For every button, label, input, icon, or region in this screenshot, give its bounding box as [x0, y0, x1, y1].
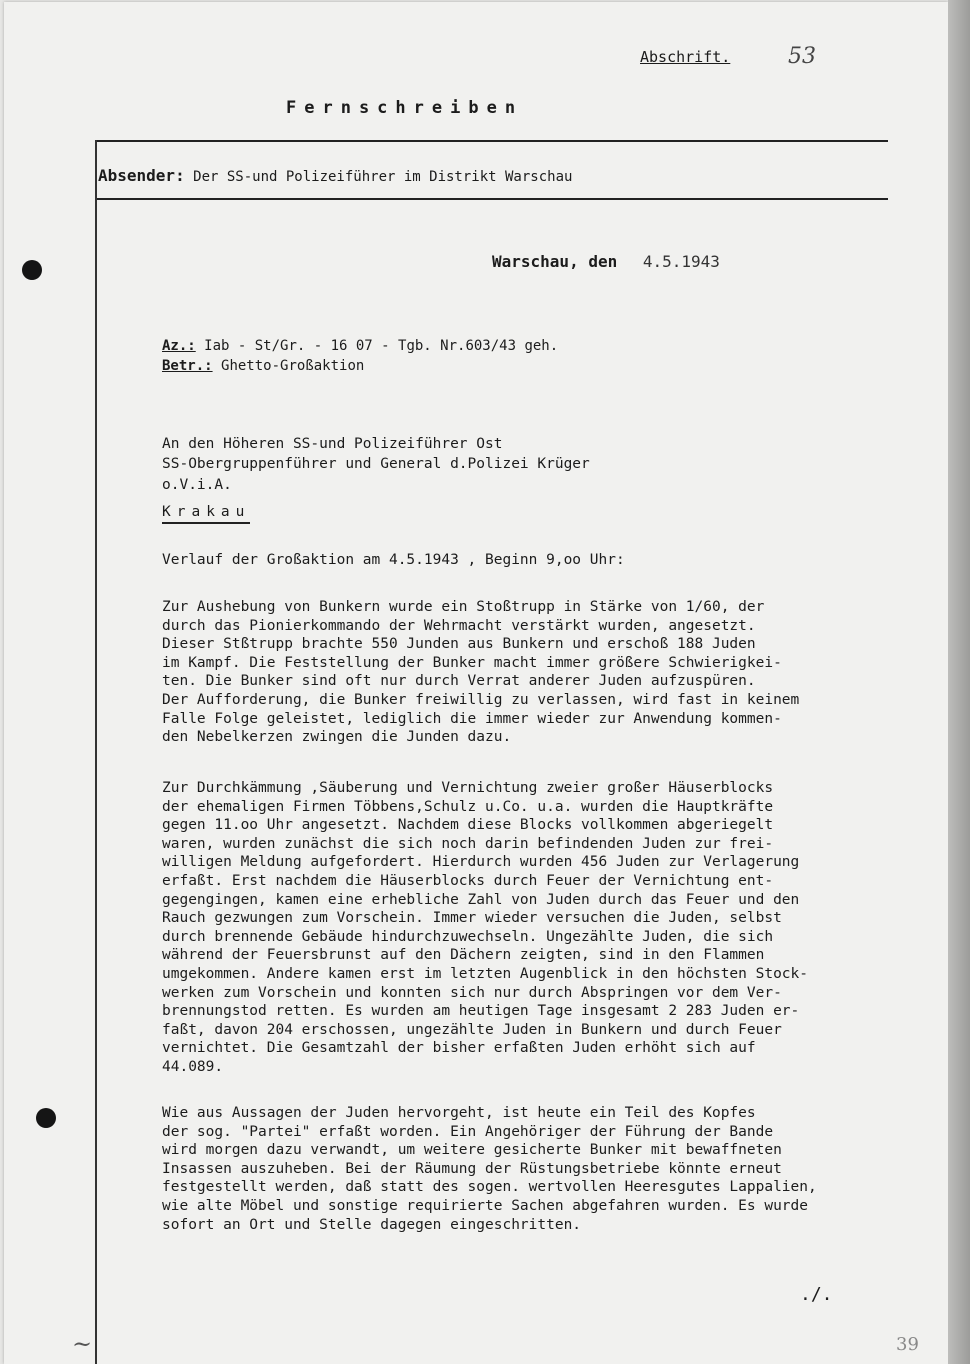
margin-pencil-mark: ~	[72, 1330, 93, 1358]
text-line: der ehemaligen Firmen Többens,Schulz u.Co. u.a. wurden die Hauptkräfte	[162, 798, 774, 815]
text-line: wie alte Möbel und sonstige requirierte Sachen abgefahren wurden. Es wurde	[162, 1197, 809, 1214]
reference-az	[162, 338, 558, 354]
text-line: Zur Aushebung von Bunkern wurde ein Stoßtrupp in Stärke von 1/60, der	[162, 599, 765, 615]
text-line: gegen 11.oo Uhr angesetzt. Nachdem diese Blocks vollkommen abgeriegelt	[162, 817, 774, 834]
reference-betr	[162, 358, 364, 374]
continuation-mark: ./.	[800, 1284, 833, 1305]
text-line: umgekommen. Andere kamen erst im letzten Augenblick in den höchsten Stock-	[162, 965, 809, 982]
text-line: Zur Durchkämmung ,Säuberung und Vernichtung zweier großer Häuserblocks	[162, 780, 774, 796]
text-line: Dieser Stßtrupp brachte 550 Junden aus Bunkern und erschoß 188 Juden	[162, 636, 756, 653]
handwritten-page-number: 53	[788, 44, 816, 69]
az-label: Az.:	[162, 338, 196, 354]
text-line: Insassen auszuheben. Bei der Räumung der Rüstungsbetriebe könnte erneut	[162, 1160, 782, 1177]
page-edge	[948, 0, 970, 1364]
az-value: Iab - St/Gr. - 16 07 - Tgb. Nr.603/43 geh.	[204, 338, 559, 354]
text-line: werken zum Vorschein und konnten sich nur durch Abspringen vor dem Ver-	[162, 984, 782, 1001]
text-line: Falle Folge geleistet, lediglich die immer wieder zur Anwendung kommen-	[162, 710, 782, 727]
sender-label: Absender:	[98, 166, 185, 185]
text-line: durch das Pionierkommando der Wehrmacht verstärkt wurden, angesetzt.	[162, 617, 756, 634]
sender-rule	[96, 198, 888, 200]
body-paragraph	[162, 1104, 902, 1234]
text-line: Rauch gezwungen zum Vorschein. Immer wieder versuchen die Juden, selbst	[162, 910, 782, 927]
body-paragraph	[162, 779, 902, 1077]
recipient-line: An den Höheren SS-und Polizeiführer Ost	[162, 436, 503, 452]
copy-mark: Abschrift.	[640, 48, 731, 66]
text-line: waren, wurden zunächst die sich noch darin befindenden Juden zur frei-	[162, 835, 774, 852]
sender-value: Der SS-und Polizeiführer im Distrikt Warschau	[193, 169, 573, 185]
text-line: wird morgen dazu verwandt, um weitere gesicherte Bunker mit bewaffneten	[162, 1142, 782, 1159]
text-line: der sog. "Partei" erfaßt worden. Ein Angehöriger der Führung der Bande	[162, 1123, 774, 1140]
recipient-line: o.V.i.A.	[162, 477, 232, 493]
recipient-line: SS-Obergruppenführer und General d.Polizei Krüger	[162, 456, 590, 472]
text-line: Wie aus Aussagen der Juden hervorgeht, ist heute ein Teil des Kopfes	[162, 1105, 756, 1121]
text-line: 44.089.	[162, 1058, 224, 1075]
body-paragraph	[162, 598, 902, 747]
text-line: Der Aufforderung, die Bunker freiwillig zu verlassen, wird fast in keinem	[162, 691, 800, 708]
dateline	[492, 252, 720, 271]
text-line: im Kampf. Die Feststellung der Bunker macht immer größere Schwierigkei-	[162, 654, 782, 671]
text-line: ten. Die Bunker sind oft nur durch Verrat anderer Juden aufzuspüren.	[162, 673, 756, 690]
text-line: den Nebelkerzen zwingen die Junden dazu.	[162, 729, 512, 746]
footer-page-number: 39	[896, 1334, 919, 1355]
date-value: 4.5.1943	[642, 252, 720, 271]
recipient-city: Krakau	[162, 504, 250, 524]
text-line: brennungstod retten. Es wurden am heutigen Tage insgesamt 2 283 Juden er-	[162, 1003, 800, 1020]
text-line: durch brennende Gebäude hindurchzuwechseln. Ungezählte Juden, die sich	[162, 928, 774, 945]
punch-hole	[22, 260, 42, 280]
betr-value: Ghetto-Großaktion	[221, 358, 365, 374]
margin-rule	[95, 140, 97, 1364]
text-line: faßt, davon 204 erschossen, ungezählte Juden in Bunkern und durch Feuer	[162, 1021, 782, 1038]
text-line: während der Feuersbrunst auf den Dächern zeigten, sind in den Flammen	[162, 947, 765, 964]
text-line: erfaßt. Erst nachdem die Häuserblocks durch Feuer der Vernichtung ent-	[162, 872, 774, 889]
date-place: Warschau, den	[492, 252, 618, 271]
header-rule	[96, 140, 888, 142]
text-line: willigen Meldung aufgefordert. Hierdurch wurden 456 Juden zur Verlagerung	[162, 854, 800, 871]
sender-line	[98, 166, 572, 185]
document-title: Fernschreiben	[286, 98, 524, 118]
punch-hole	[36, 1108, 56, 1128]
text-line: sofort an Ort und Stelle dagegen eingeschritten.	[162, 1216, 582, 1233]
subject-line: Verlauf der Großaktion am 4.5.1943 , Beginn 9,oo Uhr:	[162, 552, 625, 568]
betr-label: Betr.:	[162, 358, 213, 374]
text-line: vernichtet. Die Gesamtzahl der bisher erfaßten Juden erhöht sich auf	[162, 1040, 756, 1057]
text-line: festgestellt werden, daß statt des sogen. wertvollen Heeresgutes Lappalien,	[162, 1179, 817, 1196]
text-line: gegengingen, kamen eine erhebliche Zahl von Juden durch das Feuer und den	[162, 891, 800, 908]
